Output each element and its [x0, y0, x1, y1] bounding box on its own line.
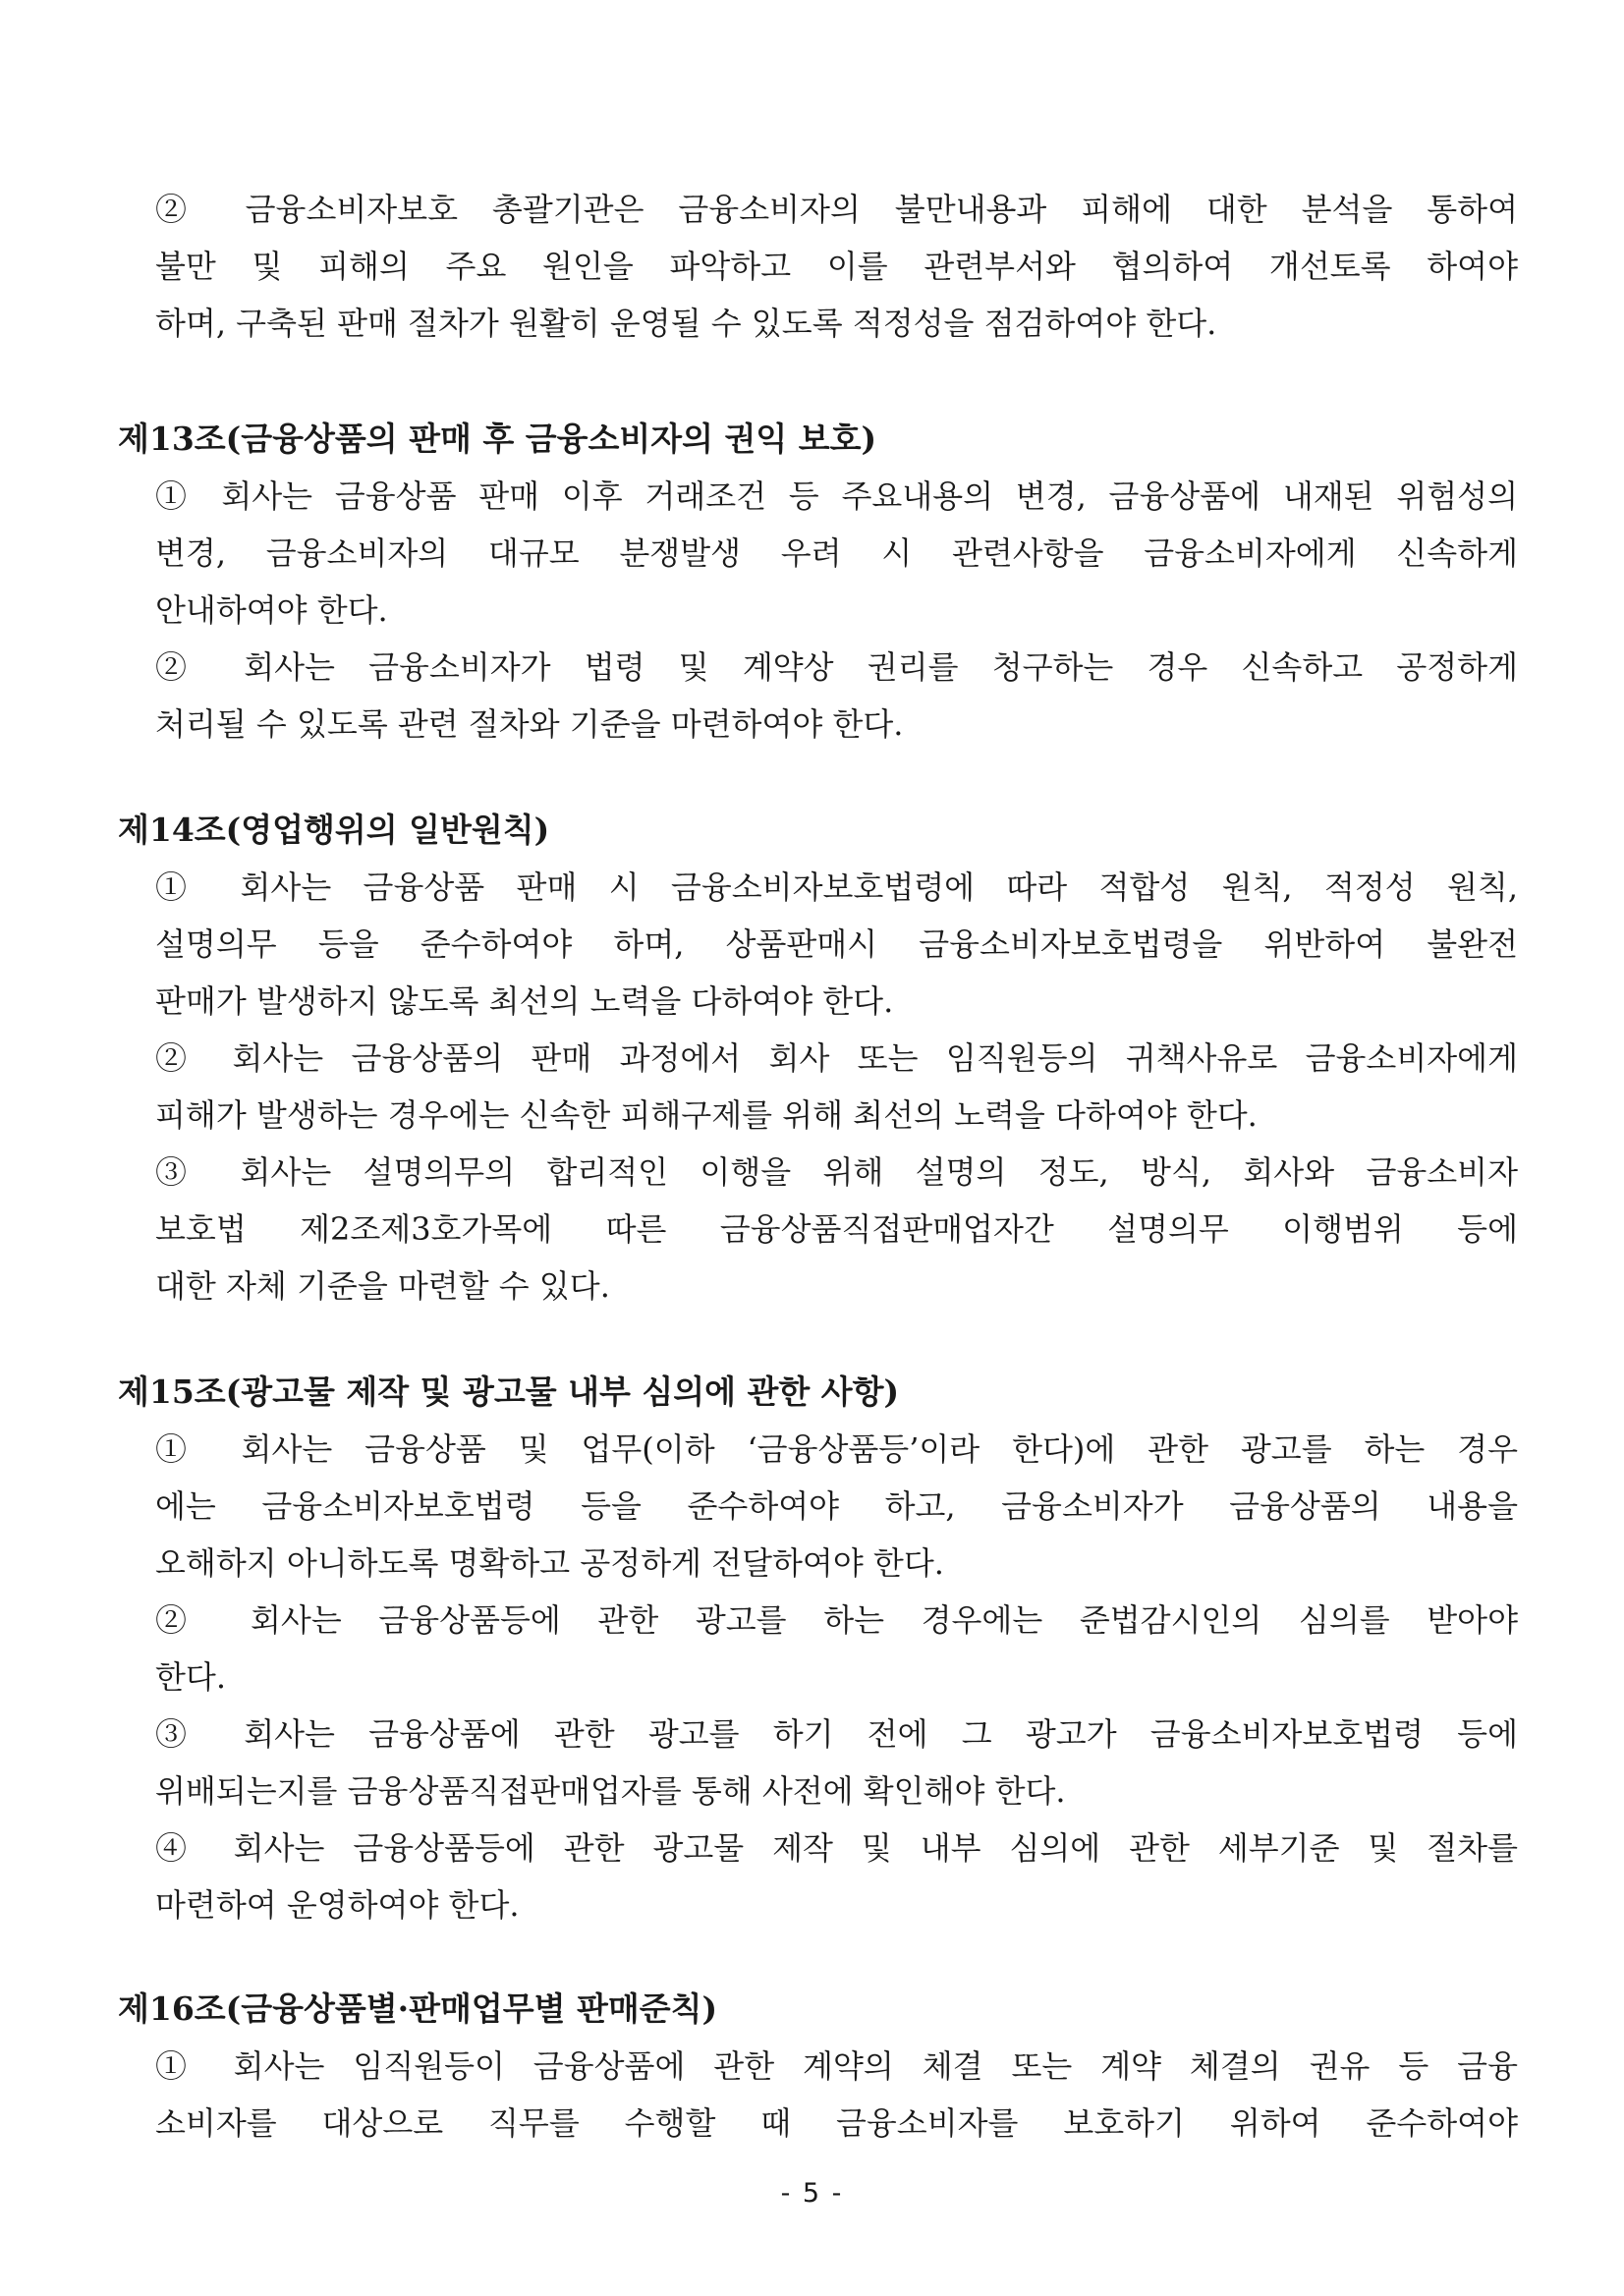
text-line: ③ 회사는 설명의무의 합리적인 이행을 위해 설명의 정도, 방식, 회사와 금융소비자: [155, 1153, 1518, 1191]
text-line: 불만 및 피해의 주요 원인을 파악하고 이를 관련부서와 협의하여 개선토록 하여야: [155, 248, 1518, 285]
text-line: 변경, 금융소비자의 대규모 분쟁발생 우려 시 관련사항을 금융소비자에게 신속하게: [155, 534, 1518, 572]
text-line: 보호법 제2조제3호가목에 따른 금융상품직접판매업자간 설명의무 이행범위 등에: [155, 1210, 1518, 1248]
text-line: 설명의무 등을 준수하여야 하며, 상품판매시 금융소비자보호법령을 위반하여 불완전: [155, 925, 1518, 963]
text-line: ③ 회사는 금융상품에 관한 광고를 하기 전에 그 광고가 금융소비자보호법령 등에: [155, 1715, 1518, 1753]
paragraph: [118, 859, 1518, 1030]
article-heading: 제16조(금융상품별·판매업무별 판매준칙): [118, 1989, 718, 2028]
paragraph: [118, 2038, 1518, 2152]
text-line: 에는 금융소비자보호법령 등을 준수하여야 하고, 금융소비자가 금융상품의 내용을: [155, 1487, 1518, 1525]
text-line: 안내하여야 한다.: [155, 591, 388, 629]
paragraph: [118, 639, 1518, 753]
text-line: 한다.: [155, 1658, 226, 1696]
page-number: - 5 -: [780, 2178, 844, 2209]
article-15: [118, 1364, 1518, 1933]
paragraph: [118, 1592, 1518, 1706]
text-line: ① 회사는 금융상품 및 업무(이하 ‘금융상품등’이라 한다)에 관한 광고를 하는 경우: [155, 1430, 1518, 1468]
paragraph: [118, 1820, 1518, 1933]
article-heading: 제13조(금융상품의 판매 후 금융소비자의 권익 보호): [118, 420, 877, 458]
text-line: ② 회사는 금융상품등에 관한 광고를 하는 경우에는 준법감시인의 심의를 받아야: [155, 1601, 1518, 1639]
paragraph: [118, 1144, 1518, 1315]
paragraph: [118, 1706, 1518, 1820]
text-line: 피해가 발생하는 경우에는 신속한 피해구제를 위해 최선의 노력을 다하여야 한다.: [155, 1096, 1258, 1134]
text-line: ① 회사는 금융상품 판매 시 금융소비자보호법령에 따라 적합성 원칙, 적정성 원칙,: [155, 868, 1518, 906]
text-line: 하며, 구축된 판매 절차가 원활히 운영될 수 있도록 적정성을 점검하여야 한다.: [155, 305, 1217, 342]
text-line: 오해하지 아니하도록 명확하고 공정하게 전달하여야 한다.: [155, 1544, 944, 1582]
text-line: ② 회사는 금융소비자가 법령 및 계약상 권리를 청구하는 경우 신속하고 공정하게: [155, 648, 1518, 686]
article-13: [118, 411, 1518, 753]
text-line: ② 회사는 금융상품의 판매 과정에서 회사 또는 임직원등의 귀책사유로 금융소비자에게: [155, 1039, 1518, 1077]
text-line: ② 금융소비자보호 총괄기관은 금융소비자의 불만내용과 피해에 대한 분석을 통하여: [155, 191, 1518, 228]
text-line: 대한 자체 기준을 마련할 수 있다.: [155, 1267, 610, 1305]
text-line: 판매가 발생하지 않도록 최선의 노력을 다하여야 한다.: [155, 982, 894, 1020]
text-line: 마련하여 운영하여야 한다.: [155, 1886, 520, 1924]
text-line: 위배되는지를 금융상품직접판매업자를 통해 사전에 확인해야 한다.: [155, 1772, 1066, 1810]
article-16: [118, 1981, 1518, 2152]
text-line: ① 회사는 금융상품 판매 이후 거래조건 등 주요내용의 변경, 금융상품에 내재된 위험성의: [155, 477, 1518, 515]
text-line: 소비자를 대상으로 직무를 수행할 때 금융소비자를 보호하기 위하여 준수하여야: [155, 2104, 1518, 2142]
paragraph: [118, 1030, 1518, 1144]
paragraph: [118, 468, 1518, 639]
text-line: 처리될 수 있도록 관련 절차와 기준을 마련하여야 한다.: [155, 705, 904, 743]
paragraph: [118, 1421, 1518, 1592]
text-line: ① 회사는 임직원등이 금융상품에 관한 계약의 체결 또는 계약 체결의 권유 등 금융: [155, 2047, 1518, 2085]
intro-paragraph: [118, 181, 1518, 352]
text-line: ④ 회사는 금융상품등에 관한 광고물 제작 및 내부 심의에 관한 세부기준 및 절차를: [155, 1829, 1518, 1867]
article-heading: 제14조(영업행위의 일반원칙): [118, 811, 550, 849]
article-heading: 제15조(광고물 제작 및 광고물 내부 심의에 관한 사항): [118, 1372, 900, 1411]
article-14: [118, 802, 1518, 1315]
